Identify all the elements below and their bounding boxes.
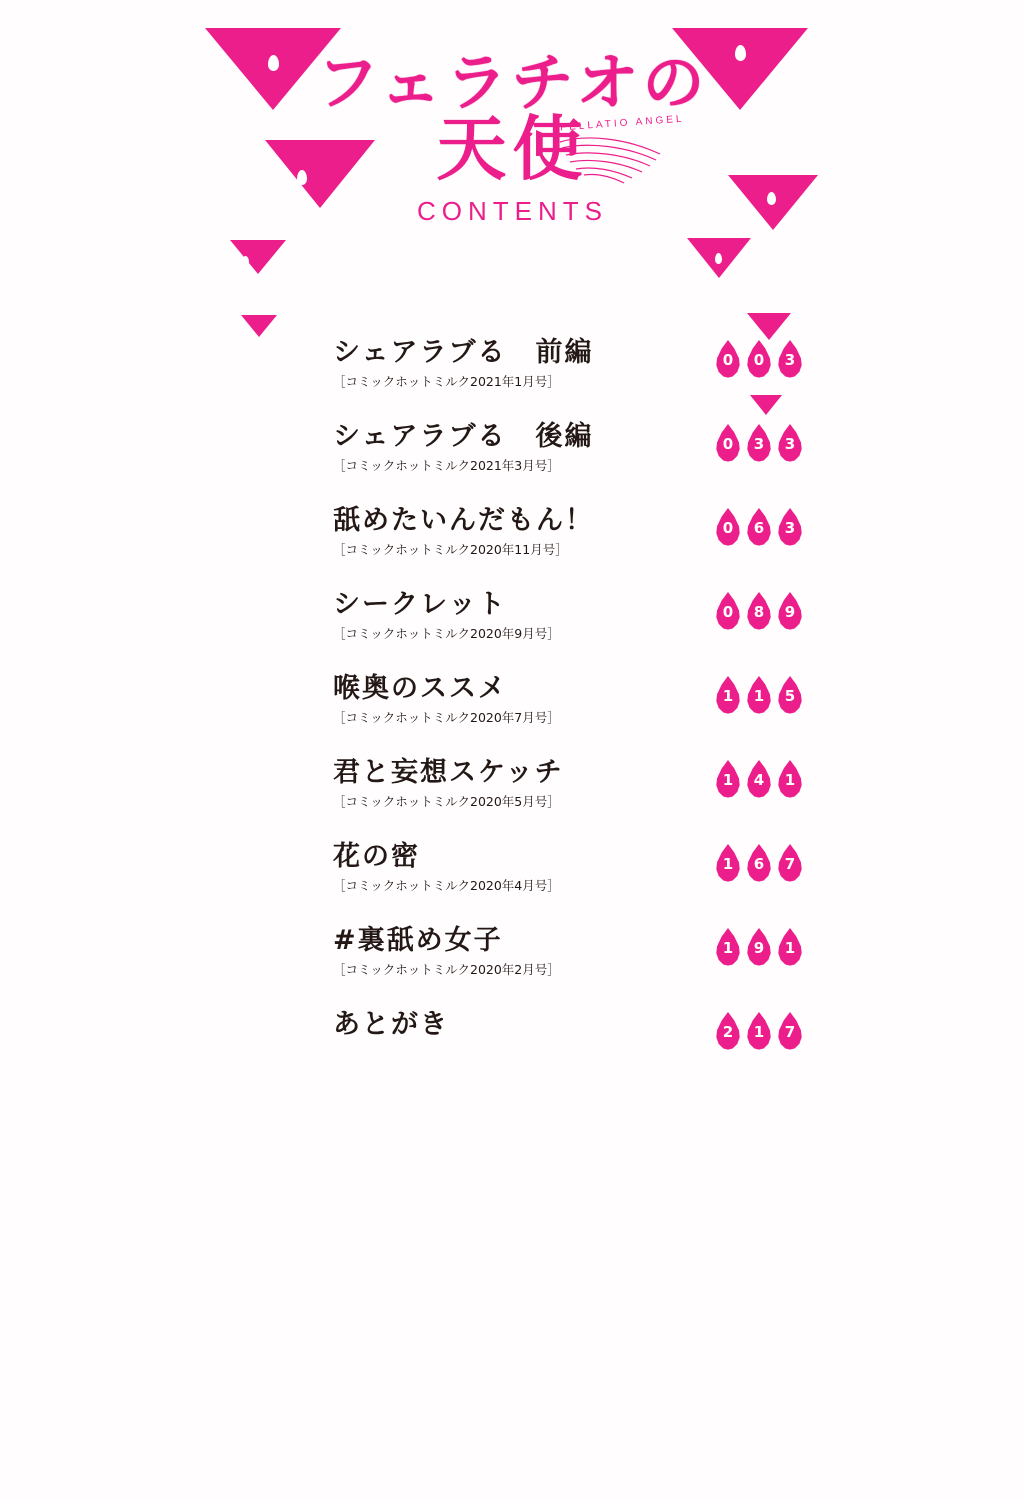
page-digit: 7 [777,844,803,882]
toc-page-number [715,1012,803,1050]
page-digit: 1 [746,1012,772,1050]
toc-entry[interactable] [333,337,796,422]
toc-entry-title: シークレット [333,589,507,620]
toc-entry-source: ［コミックホットミルク2021年3月号］ [333,457,560,473]
angel-wing-icon [556,128,666,188]
toc-entry[interactable] [333,421,796,506]
toc-entry-source: ［コミックホットミルク2021年1月号］ [333,373,560,389]
page-digit: 1 [777,928,803,966]
triangle-decoration [747,313,791,340]
triangle-decoration [750,395,782,415]
toc-entry-source: ［コミックホットミルク2020年5月号］ [333,793,560,809]
page-digit: 8 [746,592,772,630]
contents-label: CONTENTS [417,196,608,227]
toc-entry-source: ［コミックホットミルク2020年11月号］ [333,541,568,557]
page-digit: 6 [746,844,772,882]
book-title-romaji: FELLATIO ANGEL [559,113,685,134]
page-digit: 0 [715,340,741,378]
toc-entry-title: 喉奥のススメ [333,673,507,704]
toc-page-number [715,928,803,966]
toc-entry-source: ［コミックホットミルク2020年7月号］ [333,709,560,725]
page-digit: 3 [746,424,772,462]
page-digit: 0 [746,340,772,378]
book-title-block [0,46,1025,227]
toc-entry[interactable] [333,589,796,674]
page-digit: 6 [746,508,772,546]
toc-entry-source: ［コミックホットミルク2020年2月号］ [333,961,560,977]
triangle-drop-hole [715,253,722,264]
toc-entry-title: シェアラブる 後編 [333,421,594,452]
toc-entry-title: シェアラブる 前編 [333,337,594,368]
toc-entry-title: #裏舐め女子 [333,925,503,956]
toc-entry-source: ［コミックホットミルク2020年9月号］ [333,625,560,641]
toc-page-number [715,760,803,798]
toc-entry[interactable] [333,673,796,758]
toc-page-number [715,844,803,882]
toc-page-number [715,340,803,378]
toc-entry-source: ［コミックホットミルク2020年4月号］ [333,877,560,893]
page-digit: 1 [715,676,741,714]
page-digit: 0 [715,424,741,462]
triangle-decoration [687,238,751,278]
toc-entry[interactable] [333,505,796,590]
toc-entry[interactable] [333,1009,796,1070]
book-title-line1: フェラチオの [316,46,709,119]
page-digit: 1 [715,928,741,966]
triangle-decoration [241,315,277,337]
page-digit: 1 [777,760,803,798]
toc-entry-title: あとがき [333,1009,449,1040]
toc-page-number [715,592,803,630]
page-digit: 5 [777,676,803,714]
triangle-drop-hole [242,256,249,266]
page-digit: 1 [715,760,741,798]
page-digit: 1 [746,676,772,714]
toc-entry-title: 花の密 [333,841,420,872]
table-of-contents [333,337,796,1070]
toc-entry-title: 舐めたいんだもん！ [333,505,594,536]
page-digit: 0 [715,592,741,630]
page-digit: 2 [715,1012,741,1050]
page-digit: 9 [777,592,803,630]
page-digit: 3 [777,424,803,462]
page-digit: 4 [746,760,772,798]
toc-entry[interactable] [333,841,796,926]
toc-page-number [715,676,803,714]
toc-entry[interactable] [333,757,796,842]
page-digit: 3 [777,340,803,378]
toc-entry-title: 君と妄想スケッチ [333,757,564,788]
toc-page-number [715,424,803,462]
page-digit: 1 [715,844,741,882]
page-digit: 0 [715,508,741,546]
toc-entry[interactable] [333,925,796,1010]
page-digit: 3 [777,508,803,546]
book-title-line2: 天使 [436,107,589,190]
triangle-decoration [230,240,286,274]
page-digit: 9 [746,928,772,966]
page-digit: 7 [777,1012,803,1050]
toc-page-number [715,508,803,546]
